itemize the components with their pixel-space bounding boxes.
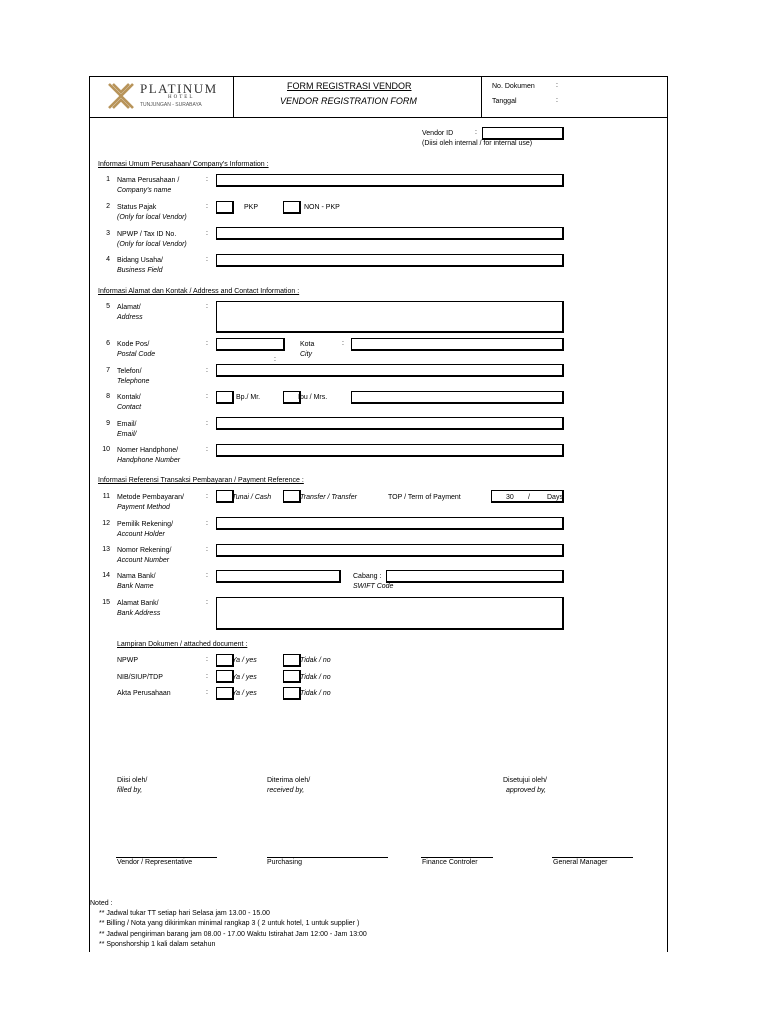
field-10-sublabel: Handphone Number	[117, 457, 181, 464]
field-13-label: Nomor Rekening/	[117, 547, 172, 554]
header-split-1	[233, 76, 234, 117]
transfer-label: Transfer / Transfer	[300, 494, 357, 501]
section-company-title: Informasi Umum Perusahaan/ Company's Information :	[98, 161, 269, 168]
field-5-sublabel: Address	[117, 314, 143, 321]
note-item: ** Sponshorship 1 kali dalam setahun	[99, 941, 216, 948]
field-9-colon: :	[206, 420, 208, 427]
field-10-colon: :	[206, 446, 208, 453]
field-8-number: 8	[106, 393, 110, 400]
city-label: Kota	[300, 341, 315, 348]
city-sublabel: City	[300, 351, 313, 358]
signature-role-vendor: Vendor / Representative	[117, 859, 193, 866]
attachment-1-label: NPWP	[117, 657, 138, 664]
note-item: ** Jadwal pengiriman barang jam 08.00 - 17.00 Waktu Istirahat Jam 12:00 - Jam 13:00	[99, 931, 367, 938]
field-2-sublabel: (Only for local Vendor)	[117, 214, 187, 221]
field-13-number: 13	[102, 546, 110, 553]
vendor-id-note: (Diisi oleh internal / for internal use)	[422, 140, 533, 147]
received-by-sublabel: received by,	[267, 787, 305, 794]
note-item: ** Billing / Nota yang dikirimkan minimal rangkap 3 ( 2 untuk hotel, 1 untuk supplier )	[99, 920, 360, 927]
field-3-label: NPWP / Tax ID No.	[117, 231, 177, 238]
field-7-sublabel: Telephone	[117, 378, 150, 385]
account-holder-input[interactable]	[216, 517, 564, 530]
received-by-label: Diterima oleh/	[267, 777, 311, 784]
form-subtitle: VENDOR REGISTRATION FORM	[280, 96, 417, 106]
attachment-2-colon: :	[206, 673, 208, 680]
attachment-2-no-label: Tidak / no	[300, 674, 331, 681]
approved-by-sublabel: approved by,	[506, 787, 546, 794]
field-11-label: Metode Pembayaran/	[117, 494, 184, 501]
field-7-colon: :	[206, 367, 208, 374]
header-divider	[89, 117, 668, 118]
attachment-1-colon: :	[206, 656, 208, 663]
field-1-number: 1	[106, 176, 110, 183]
doc-no-label: No. Dokumen	[492, 83, 535, 90]
attachment-2-no-checkbox[interactable]	[283, 670, 301, 683]
field-5-colon: :	[206, 303, 208, 310]
field-3-sublabel: (Only for local Vendor)	[117, 241, 187, 248]
field-6-number: 6	[106, 340, 110, 347]
vendor-id-label: Vendor ID	[422, 130, 454, 137]
field-4-label: Bidang Usaha/	[117, 257, 163, 264]
section-attachments-title: Lampiran Dokumen / attached document :	[117, 641, 248, 648]
transfer-checkbox[interactable]	[283, 490, 301, 503]
account-number-input[interactable]	[216, 544, 564, 557]
postal-code-input[interactable]	[216, 338, 285, 351]
attachment-3-label: Akta Perusahaan	[117, 690, 171, 697]
header-split-2	[481, 76, 482, 117]
field-1-sublabel: Company's name	[117, 187, 172, 194]
field-4-colon: :	[206, 256, 208, 263]
company-name-input[interactable]	[216, 174, 564, 187]
field-14-number: 14	[102, 572, 110, 579]
field-11-number: 11	[102, 493, 110, 500]
logo-emblem-icon	[104, 80, 138, 112]
field-7-label: Telefon/	[117, 368, 142, 375]
field-8-sublabel: Contact	[117, 404, 142, 411]
field-2-colon: :	[206, 203, 208, 210]
note-item: ** Jadwal tukar TT setiap hari Selasa jam 13.00 - 15.00	[99, 910, 270, 917]
cash-label: Tunai / Cash	[232, 494, 272, 501]
attachment-3-no-checkbox[interactable]	[283, 687, 301, 700]
swift-label: SWIFT Code	[353, 583, 394, 590]
notes-title: Noted :	[90, 900, 113, 907]
field-1-label: Nama Perusahaan /	[117, 177, 180, 184]
bank-address-input[interactable]	[216, 597, 564, 630]
pkp-checkbox[interactable]	[216, 201, 234, 214]
field-4-number: 4	[106, 256, 110, 263]
address-input[interactable]	[216, 301, 564, 333]
branch-label: Cabang :	[353, 573, 382, 580]
field-10-number: 10	[102, 446, 110, 453]
signature-role-purchasing: Purchasing	[267, 859, 303, 866]
field-6-sublabel: Postal Code	[117, 351, 156, 358]
field-14-label: Nama Bank/	[117, 573, 156, 580]
filled-by-sublabel: filled by,	[117, 787, 143, 794]
pkp-label: PKP	[244, 204, 259, 211]
field-15-colon: :	[206, 599, 208, 606]
attachment-1-no-checkbox[interactable]	[283, 654, 301, 667]
filled-by-label: Diisi oleh/	[117, 777, 148, 784]
city-colon: :	[342, 340, 344, 347]
branch-input[interactable]	[386, 570, 564, 583]
contact-name-input[interactable]	[351, 391, 564, 404]
logo-name: PLATINUM	[140, 81, 218, 96]
field-15-sublabel: Bank Address	[117, 610, 161, 617]
field-9-label: Email/	[117, 421, 137, 428]
field-13-colon: :	[206, 546, 208, 553]
bank-name-input[interactable]	[216, 570, 341, 583]
field-9-number: 9	[106, 420, 110, 427]
vendor-id-colon: :	[475, 129, 477, 136]
field-11-colon: :	[206, 493, 208, 500]
field-3-number: 3	[106, 230, 110, 237]
date-label: Tanggal	[492, 98, 517, 105]
field-13-sublabel: Account Number	[117, 557, 170, 564]
signature-role-finance: Finance Controler	[422, 859, 478, 866]
attachment-2-label: NIB/SIUP/TDP	[117, 674, 163, 681]
field-2-label: Status Pajak	[117, 204, 157, 211]
attachment-3-no-label: Tidak / no	[300, 690, 331, 697]
field-12-sublabel: Account Holder	[117, 531, 165, 538]
field-2-number: 2	[106, 203, 110, 210]
attachment-1-no-label: Tidak / no	[300, 657, 331, 664]
npwp-input[interactable]	[216, 227, 564, 240]
field-8-label: Kontak/	[117, 394, 141, 401]
handphone-input[interactable]	[216, 444, 564, 457]
field-14-colon: :	[206, 572, 208, 579]
attachment-1-yes-label: Ya / yes	[232, 657, 257, 664]
form-title: FORM REGISTRASI VENDOR	[287, 81, 412, 91]
field-6-label: Kode Pos/	[117, 341, 150, 348]
field-15-label: Alamat Bank/	[117, 600, 159, 607]
field-12-label: Pemilik Rekening/	[117, 521, 174, 528]
field-10-label: Nomer Handphone/	[117, 447, 179, 454]
logo-sub: HOTEL	[168, 95, 195, 100]
email-input[interactable]	[216, 417, 564, 430]
city-input[interactable]	[351, 338, 564, 351]
field-4-sublabel: Business Field	[117, 267, 163, 274]
top-separator: /	[528, 494, 530, 501]
field-5-label: Alamat/	[117, 304, 141, 311]
form-frame	[89, 76, 668, 952]
telephone-input[interactable]	[216, 364, 564, 377]
field-14-sublabel: Bank Name	[117, 583, 154, 590]
mr-label: Bp./ Mr.	[236, 394, 261, 401]
non-pkp-label: NON - PKP	[304, 204, 340, 211]
non-pkp-checkbox[interactable]	[283, 201, 301, 214]
field-3-colon: :	[206, 230, 208, 237]
section-payment-title: Informasi Referensi Transaksi Pembayaran / Payment Reference :	[98, 477, 304, 484]
approved-by-label: Disetujui oleh/	[503, 777, 547, 784]
top-unit: Days	[547, 494, 563, 501]
doc-no-colon: :	[556, 82, 558, 89]
attachment-3-yes-label: Ya / yes	[232, 690, 257, 697]
date-colon: :	[556, 97, 558, 104]
field-8-colon: :	[206, 393, 208, 400]
field-6-colon: :	[206, 340, 208, 347]
field-11-sublabel: Payment Method	[117, 504, 170, 511]
top-value: 30	[506, 494, 514, 501]
section-address-title: Informasi Alamat dan Kontak / Address and Contact Information :	[98, 288, 300, 295]
business-field-input[interactable]	[216, 254, 564, 267]
field-9-sublabel: Email/	[117, 431, 137, 438]
field-15-number: 15	[102, 599, 110, 606]
field-1-colon: :	[206, 176, 208, 183]
signature-role-gm: General Manager	[553, 859, 608, 866]
attachment-3-colon: :	[206, 689, 208, 696]
top-label-text: TOP / Term of Payment	[388, 494, 461, 501]
field-12-colon: :	[206, 520, 208, 527]
logo-location: TUNJUNGAN - SURABAYA	[140, 102, 202, 108]
mr-checkbox[interactable]	[216, 391, 234, 404]
hotel-logo	[102, 80, 230, 112]
attachment-2-yes-label: Ya / yes	[232, 674, 257, 681]
postal-code-colon-2: :	[274, 356, 276, 363]
top-label	[388, 493, 461, 502]
mrs-label: Ibu / Mrs.	[298, 394, 328, 401]
field-12-number: 12	[102, 520, 110, 527]
field-7-number: 7	[106, 367, 110, 374]
field-5-number: 5	[106, 303, 110, 310]
